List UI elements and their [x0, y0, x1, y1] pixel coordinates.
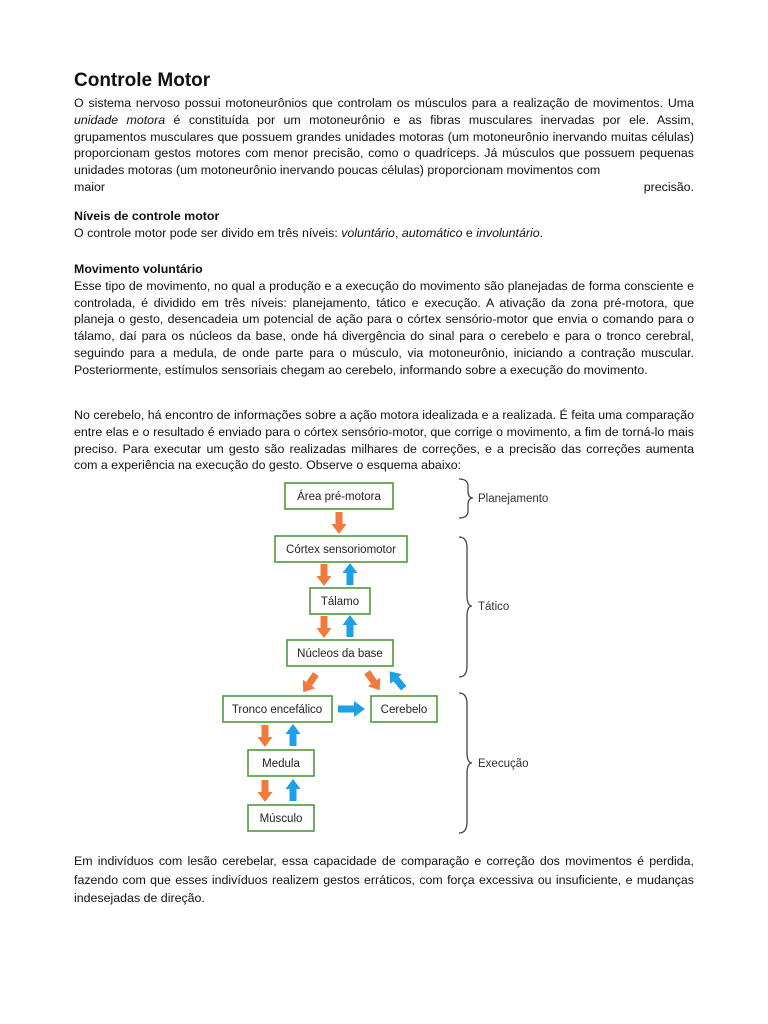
- page-title: Controle Motor: [74, 70, 211, 91]
- level-automatic: automático: [401, 225, 463, 240]
- intro-last-word-b: precisão.: [643, 179, 694, 194]
- intro-emphasis: unidade motora: [74, 112, 166, 127]
- levels-text: [74, 225, 694, 242]
- lesion-paragraph: Em indivíduos com lesão cerebelar, essa capacidade de comparação e correção dos movimentos é perdida, fazendo com que esses indivíduos realizem gestos erráticos, com força excessiva ou insuficiente, e mudanças indesejadas de direção.: [74, 854, 694, 905]
- level-involuntary: involuntário: [476, 225, 540, 240]
- levels-sep-2: e: [462, 225, 477, 240]
- intro-text-1: O sistema nervoso possui motoneurônios que controlam os músculos para a realização de movimentos. Uma: [74, 96, 694, 110]
- cerebellum-paragraph: No cerebelo, há encontro de informações sobre a ação motora idealizada e a realizada. É feita uma comparação entre elas e o resultado é enviado para o córtex sensório-motor, que corrige o movimento, a fim de torná-lo mais preciso. Para executar um gesto são realizadas milhares de correções, e a precisão das correções aumenta com a experiência na execução do gesto. Observe o esquema abaixo:: [74, 408, 694, 473]
- brace-tactical: [459, 537, 472, 677]
- intro-text-2: é constituída por um motoneurônio e as fibras musculares inervadas por ele. Assim, grupamentos musculares que possuem grandes unidades motoras (um motoneurônio inervando muitas células) proporcionam gestos motores com menor precisão, como o quadríceps. Já músculos que possuem pequenas unidades motoras (um motoneurônio inervando poucas células) proporcionam movimentos com: [74, 112, 694, 178]
- brace-planning: [459, 479, 473, 518]
- arrow-basal-to-brainstem: [297, 670, 322, 697]
- lesion-section: [74, 852, 694, 908]
- arrow-spinal-to-muscle: [258, 780, 273, 802]
- voluntary-paragraph: Esse tipo de movimento, no qual a produção e a execução do movimento são planejadas de forma consciente e controlada, é dividido em três níveis: planejamento, tático e execução. A ativação da zona pré-motora, que planeja o gesto, desencadeia um potencial de ação para o córtex sensório-motor que envia o comando para o tálamo, daí para os núcleos da base, onde há divergência do sinal para o cerebelo e para o tronco cerebral, seguindo para a medula, de onde parte para o músculo, via motoneurônio, iniciando a contração muscular. Posteriormente, estímulos sensoriais chegam ao cerebelo, informando sobre a execução do movimento.: [74, 278, 694, 377]
- arrow-cortex-to-thalamus: [317, 564, 332, 586]
- arrow-cerebellum-to-basal: [384, 667, 410, 693]
- arrow-brainstem-to-cerebellum: [338, 701, 365, 717]
- node-spinal: Medula: [262, 758, 300, 770]
- voluntary-heading: Movimento voluntário: [74, 262, 203, 276]
- levels-sep-1: ,: [394, 225, 402, 240]
- node-cerebellum: Cerebelo: [380, 704, 428, 716]
- arrow-spinal-to-brainstem: [286, 724, 301, 746]
- arrow-premotor-to-cortex: [332, 512, 347, 534]
- node-basal: Núcleos da base: [297, 648, 383, 660]
- arrow-basal-to-cerebellum: [361, 668, 386, 695]
- levels-section: [74, 208, 694, 242]
- levels-heading: Níveis de controle motor: [74, 209, 220, 223]
- node-premotor: Área pré-motora: [297, 491, 381, 503]
- arrow-thalamus-to-cortex: [343, 563, 358, 585]
- arrow-brainstem-to-spinal: [258, 725, 273, 747]
- level-planning: Planejamento: [478, 493, 549, 505]
- node-muscle: Músculo: [259, 813, 303, 825]
- intro-last-line: [74, 179, 694, 196]
- motor-control-diagram: [0, 470, 768, 840]
- levels-end: .: [539, 225, 544, 240]
- level-tactical: Tático: [478, 601, 510, 613]
- level-execution: Execução: [478, 758, 529, 770]
- cerebellum-section: [74, 407, 694, 474]
- level-voluntary: voluntário: [341, 225, 395, 240]
- brace-execution: [459, 693, 472, 833]
- arrow-thalamus-to-basal: [317, 616, 332, 638]
- levels-pre: O controle motor pode ser divido em três níveis:: [74, 225, 342, 240]
- node-thalamus: Tálamo: [320, 596, 360, 608]
- voluntary-section: [74, 261, 694, 379]
- arrow-basal-to-thalamus: [343, 615, 358, 637]
- arrow-muscle-to-spinal: [286, 779, 301, 801]
- node-brainstem: Tronco encefálico: [231, 704, 323, 716]
- intro-paragraph: [74, 95, 694, 196]
- intro-last-word-a: maior: [74, 179, 105, 194]
- node-cortex: Córtex sensoriomotor: [286, 544, 396, 556]
